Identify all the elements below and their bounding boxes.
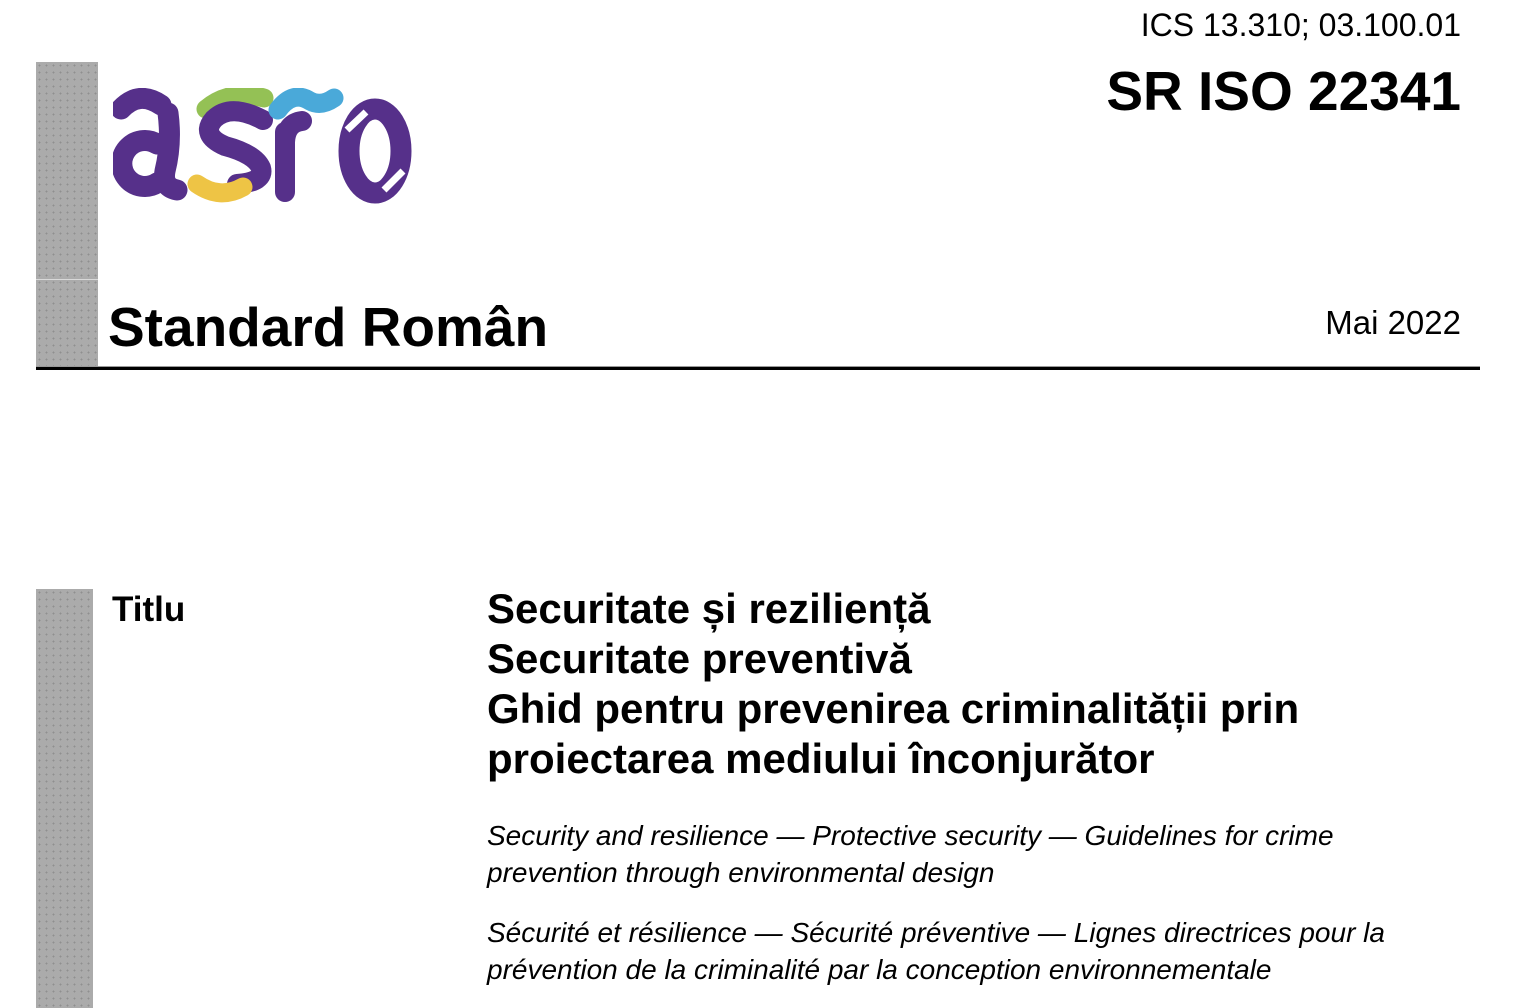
subtitle-english-line: Security and resilience — Protective security — Guidelines for crime xyxy=(487,820,1334,851)
subtitle-english-line: prevention through environmental design xyxy=(487,857,995,888)
logo-blue-swash xyxy=(278,97,334,110)
title-line: Securitate preventivă xyxy=(487,635,912,682)
title-line: proiectarea mediului înconjurător xyxy=(487,735,1155,782)
subtitle-english xyxy=(487,817,1334,891)
asro-logo xyxy=(113,88,420,213)
title-line: Ghid pentru prevenirea criminalității prin xyxy=(487,685,1300,732)
document-type-title: Standard Român xyxy=(108,296,549,358)
logo-letter-r xyxy=(278,97,334,192)
title-label: Titlu xyxy=(112,590,186,629)
ics-classification: ICS 13.310; 03.100.01 xyxy=(1140,7,1461,43)
gray-bar-divider xyxy=(36,279,98,280)
subtitle-french xyxy=(487,914,1385,988)
logo-yellow-swash xyxy=(197,184,243,193)
header-gray-bar xyxy=(36,62,98,366)
standard-code: SR ISO 22341 xyxy=(1106,60,1461,122)
title-line: Securitate și reziliență xyxy=(487,585,931,632)
logo-letter-s xyxy=(197,95,264,193)
standard-title xyxy=(487,584,1299,784)
publication-date: Mai 2022 xyxy=(1325,304,1461,341)
logo-letter-o xyxy=(347,109,403,193)
logo-letter-a xyxy=(121,98,177,190)
title-gray-bar xyxy=(36,589,93,1008)
subtitle-french-line: Sécurité et résilience — Sécurité préventive — Lignes directrices pour la xyxy=(487,917,1385,948)
header-rule xyxy=(36,366,1480,370)
subtitle-french-line: prévention de la criminalité par la conception environnementale xyxy=(487,954,1272,985)
